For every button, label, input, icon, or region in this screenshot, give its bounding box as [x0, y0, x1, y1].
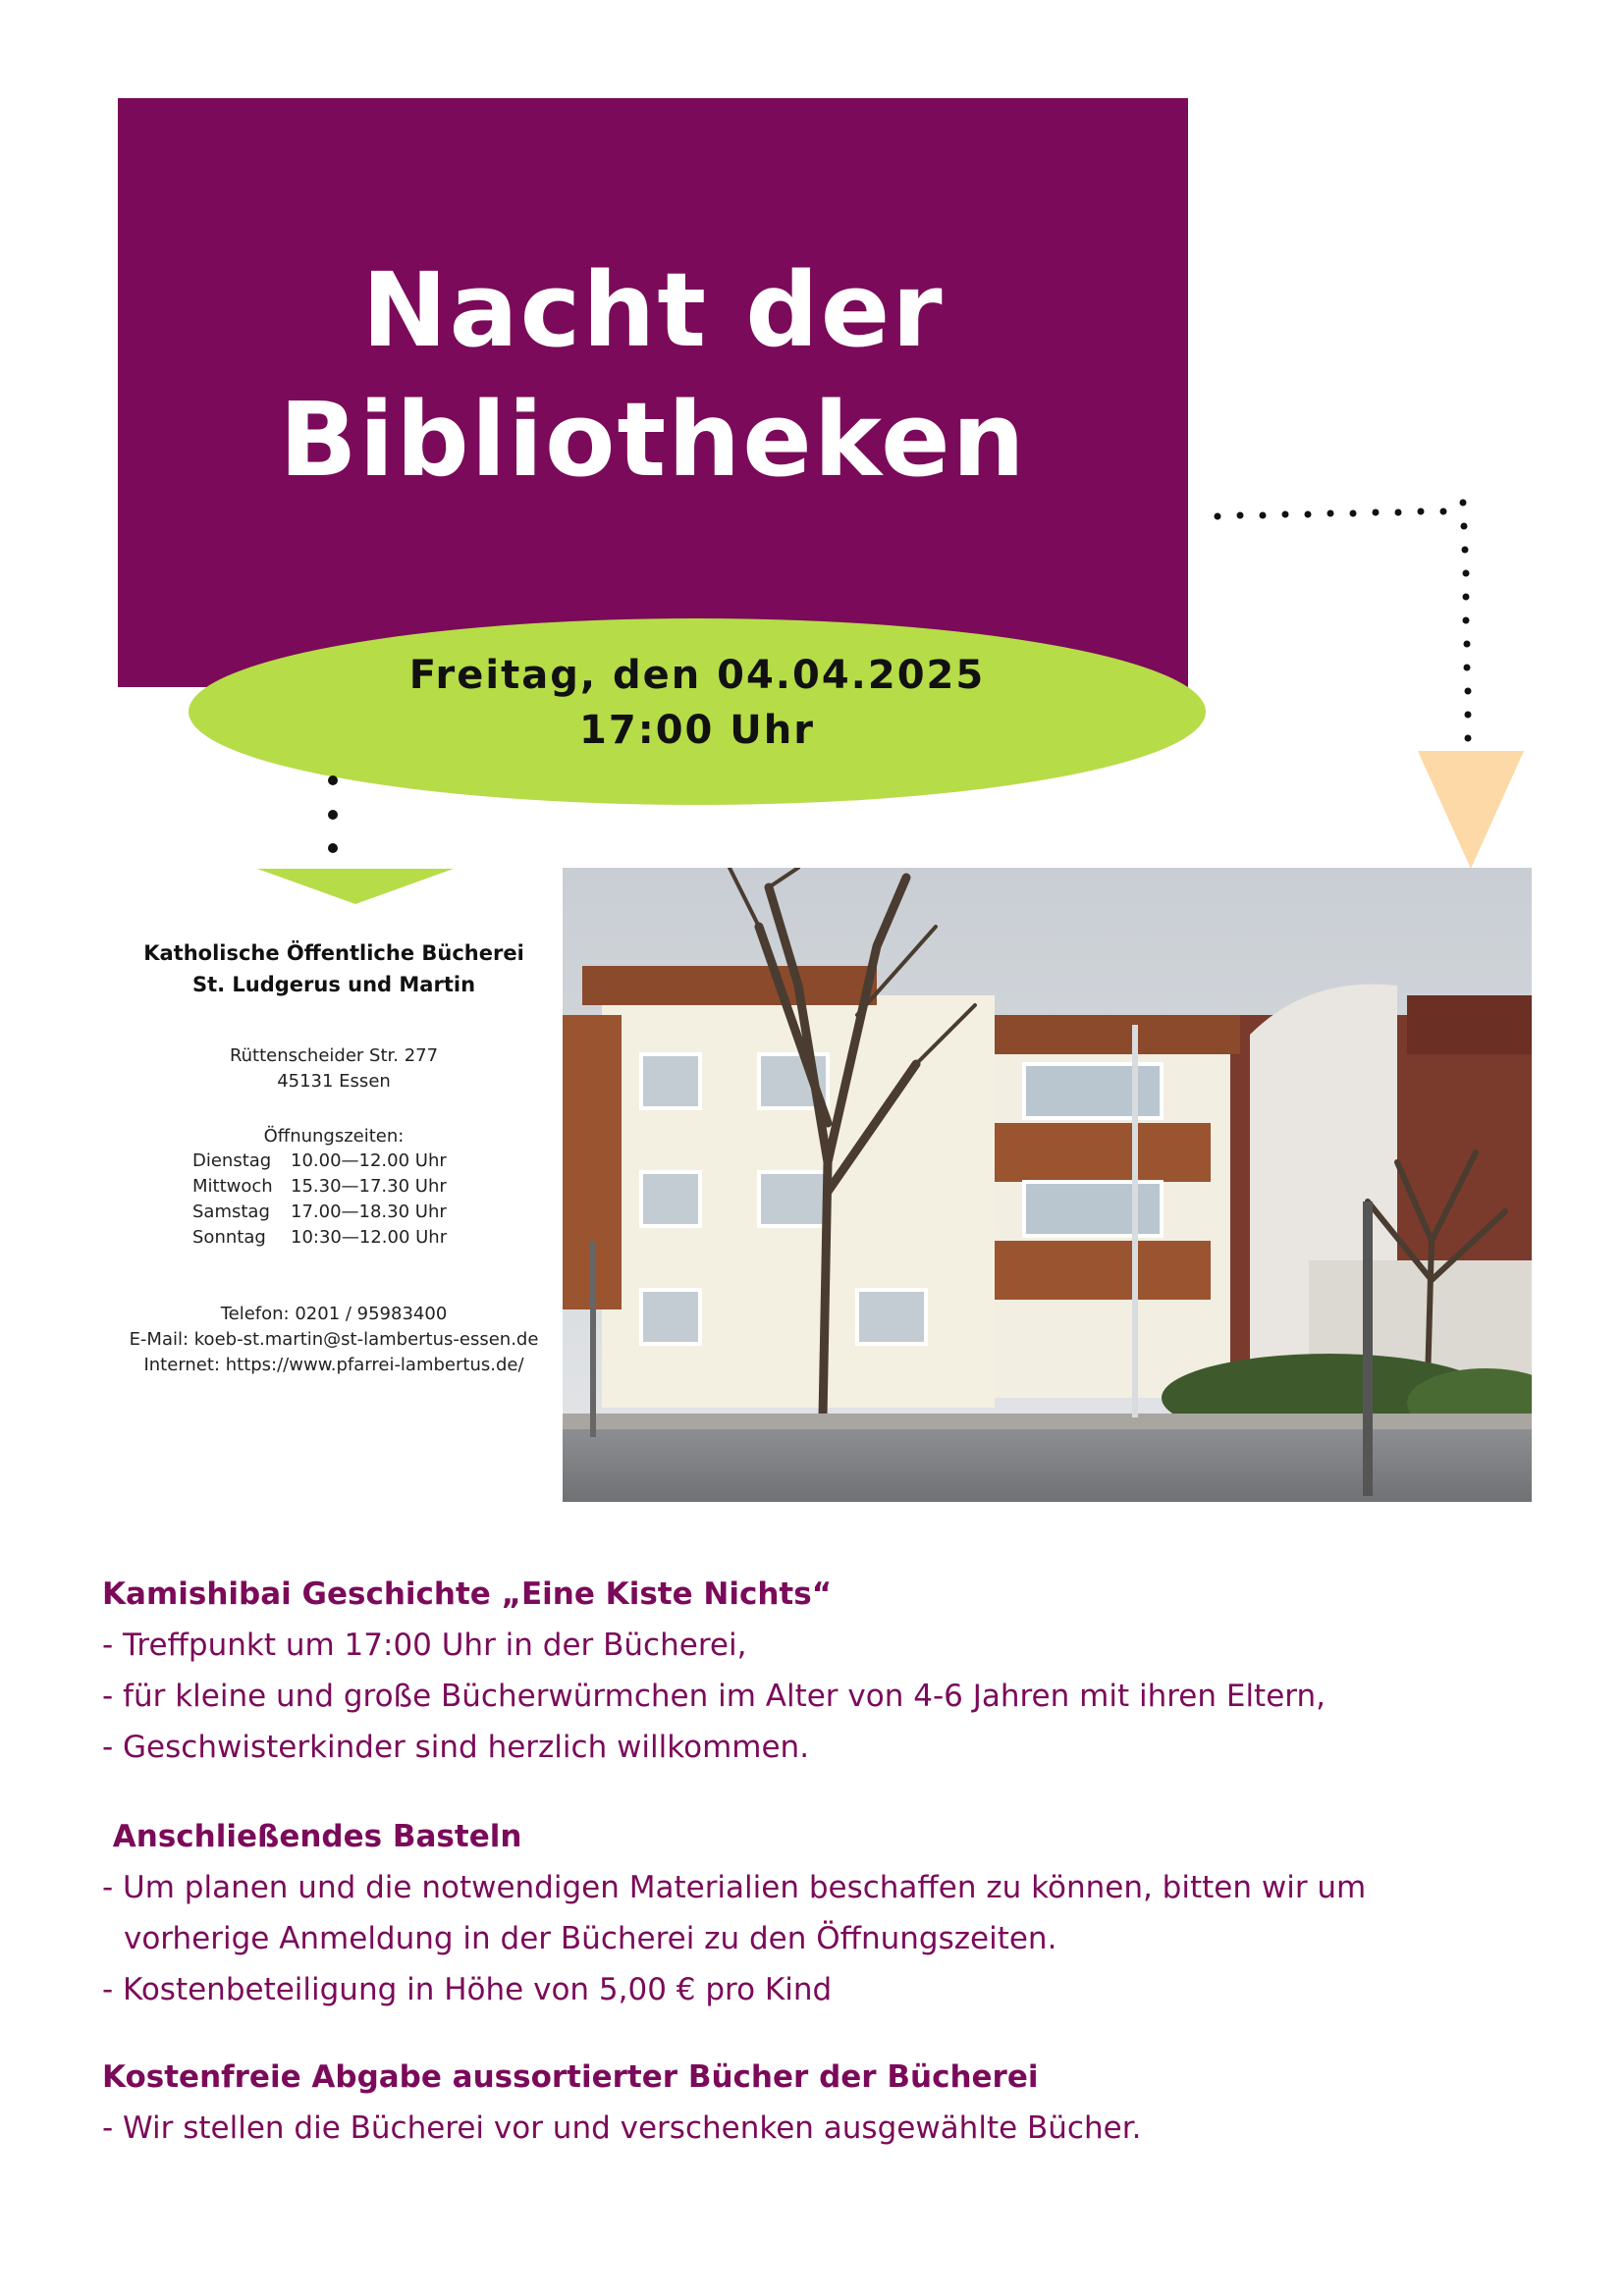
library-building-photo	[563, 868, 1532, 1502]
hours-time: 10:30—12.00 Uhr	[291, 1227, 448, 1248]
event-time: 17:00 Uhr	[579, 708, 815, 753]
title-line-2: Bibliotheken	[279, 380, 1027, 500]
opening-hours-title: Öffnungszeiten:	[263, 1126, 405, 1147]
dotted-connector-left	[328, 775, 338, 854]
opening-hours-table	[192, 1148, 447, 1251]
hours-row	[192, 1174, 447, 1200]
section-book-giveaway	[102, 2052, 1141, 2154]
address-street: Rüttenscheider Str. 277	[229, 1045, 439, 1066]
hours-time: 15.30—17.30 Uhr	[291, 1176, 447, 1197]
event-date: Freitag, den 04.04.2025	[408, 653, 986, 698]
section-line: - für kleine und große Bücherwürmchen im Alter von 4-6 Jahren mit ihren Eltern,	[102, 1679, 1326, 1714]
section-heading: Kostenfreie Abgabe aussortierter Bücher der Bücherei	[102, 2059, 1039, 2095]
library-contact	[118, 1302, 550, 1378]
contact-phone: Telefon: 0201 / 95983400	[220, 1304, 448, 1324]
library-name-line-1: Katholische Öffentliche Bücherei	[143, 941, 524, 965]
section-line: - Geschwisterkinder sind herzlich willkommen.	[102, 1730, 810, 1765]
dotted-connector-right	[1208, 491, 1483, 756]
contact-email: E-Mail: koeb-st.martin@st-lambertus-essen.de	[129, 1329, 539, 1350]
section-heading: Anschließendes Basteln	[102, 1819, 522, 1854]
section-line: - Treffpunkt um 17:00 Uhr in der Bücherei,	[102, 1628, 747, 1663]
hours-row	[192, 1200, 447, 1225]
hours-time: 17.00—18.30 Uhr	[291, 1201, 447, 1222]
hours-row	[192, 1225, 447, 1251]
section-line: - Um planen und die notwendigen Materialien beschaffen zu können, bitten wir um	[102, 1870, 1367, 1905]
hours-day: Dienstag	[192, 1150, 272, 1171]
event-date-time	[189, 648, 1206, 758]
section-line: - Kostenbeteiligung in Höhe von 5,00 € pro Kind	[102, 1972, 833, 2007]
section-kamishibai	[102, 1569, 1326, 1773]
library-address	[118, 1043, 550, 1095]
page-title	[118, 245, 1188, 505]
green-triangle-arrow	[257, 869, 454, 904]
hours-day: Mittwoch	[192, 1176, 273, 1197]
address-city: 45131 Essen	[277, 1071, 391, 1092]
hours-row	[192, 1148, 447, 1174]
beige-triangle-arrow	[1418, 751, 1524, 869]
section-line: - Wir stellen die Bücherei vor und verschenken ausgewählte Bücher.	[102, 2110, 1142, 2146]
contact-website: Internet: https://www.pfarrei-lambertus.de/	[143, 1355, 524, 1375]
title-line-1: Nacht der	[361, 250, 945, 370]
library-name-line-2: St. Ludgerus und Martin	[191, 973, 476, 996]
section-basteln	[102, 1811, 1366, 2015]
hours-day: Samstag	[192, 1201, 270, 1222]
hours-time: 10.00—12.00 Uhr	[291, 1150, 447, 1171]
hours-day: Sonntag	[192, 1227, 266, 1248]
library-name	[118, 937, 550, 1000]
section-heading: Kamishibai Geschichte „Eine Kiste Nichts“	[102, 1576, 833, 1612]
section-line: vorherige Anmeldung in der Bücherei zu den Öffnungszeiten.	[124, 1921, 1057, 1956]
